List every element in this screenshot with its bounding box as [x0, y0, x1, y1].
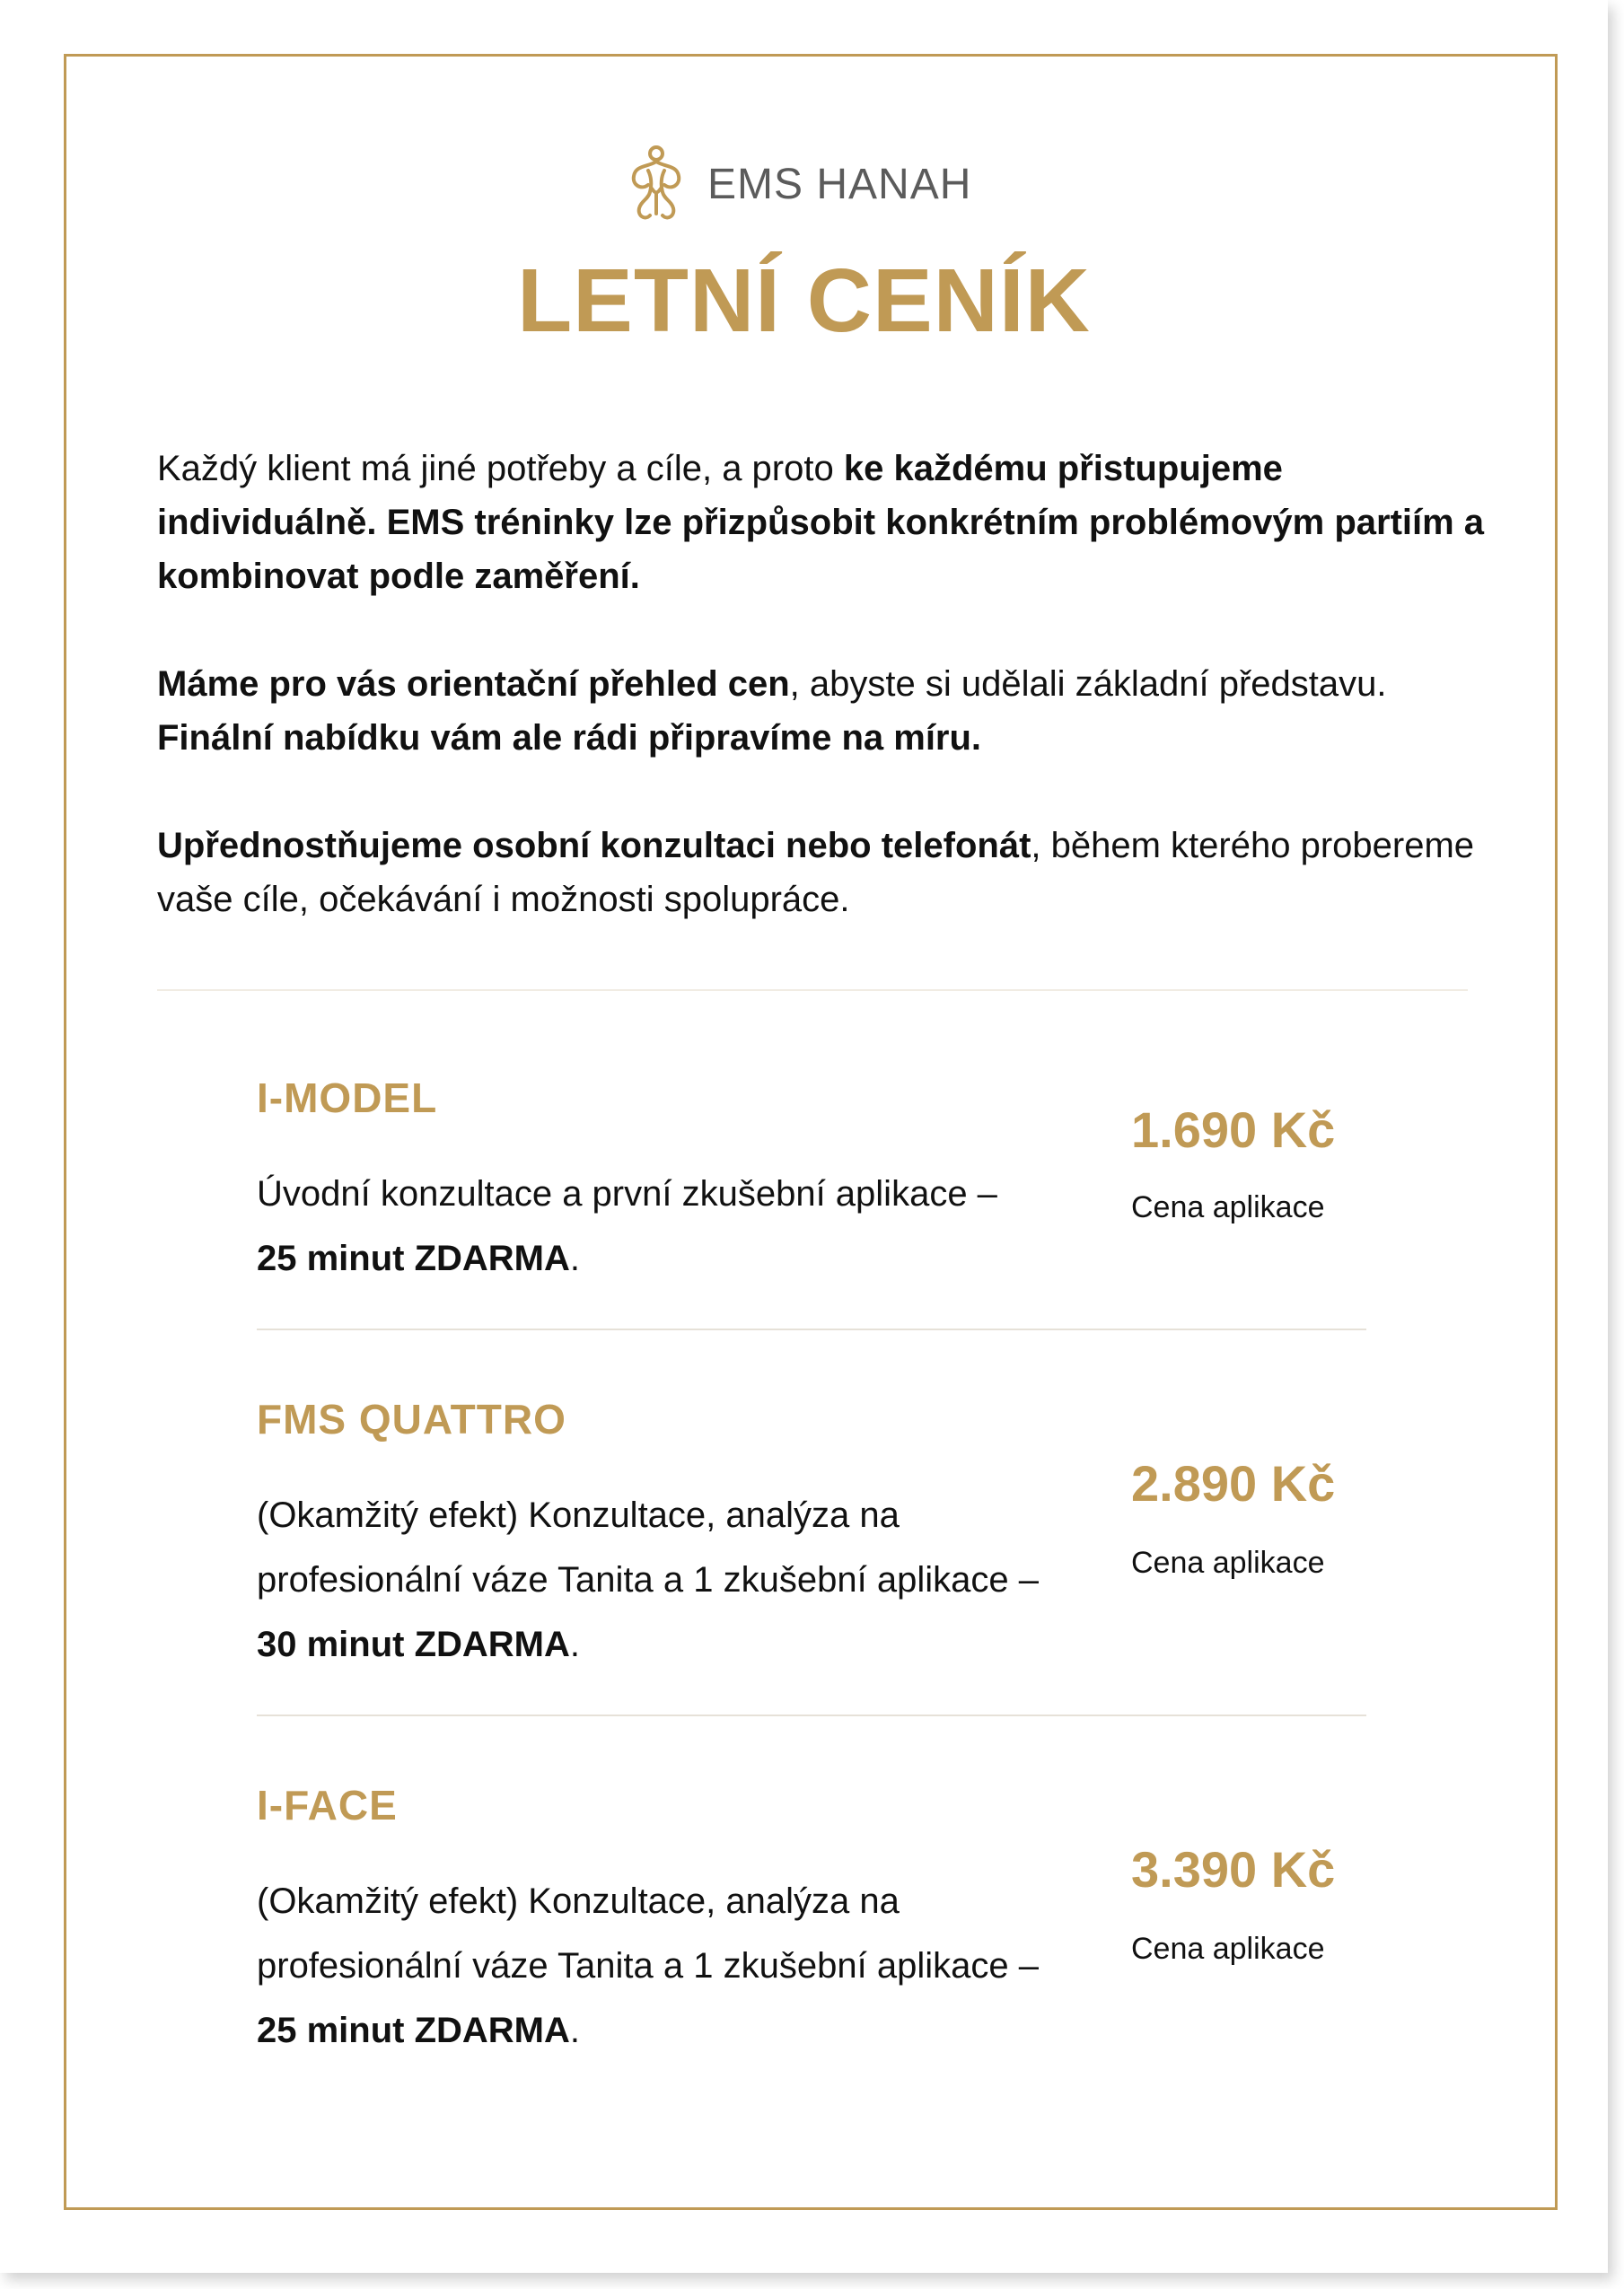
brand-name: EMS HANAH	[707, 160, 972, 208]
package-divider	[257, 1329, 1366, 1330]
page-title: LETNÍ CENÍK	[517, 250, 1091, 351]
package-price-label: Cena aplikace	[1131, 1932, 1325, 1966]
package-price: 2.890 Kč	[1131, 1455, 1336, 1512]
intro-text	[157, 442, 1486, 980]
package-i-model	[257, 1074, 1366, 1307]
ems-hanah-logo-icon	[628, 144, 684, 224]
package-fms-quattro	[257, 1395, 1366, 1682]
package-i-face	[257, 1781, 1366, 2068]
package-description: (Okamžitý efekt) Konzultace, analýza na profesionální váze Tanita a 1 zkušební aplikace – 30 minut ZDARMA.	[257, 1495, 1039, 1664]
intro-paragraph-2: Máme pro vás orientační přehled cen, abyste si udělali základní představu. Finální nabídku vám ale rádi připravíme na míru.	[157, 664, 1387, 758]
intro-paragraph-1: Každý klient má jiné potřeby a cíle, a proto ke každému přistupujeme individuálně. EMS tréninky lze přizpůsobit konkrétním problémovým partiím a kombinovat podle zaměření.	[157, 449, 1485, 596]
package-divider	[257, 1715, 1366, 1716]
divider	[157, 989, 1468, 991]
package-price-label: Cena aplikace	[1131, 1190, 1325, 1224]
package-name: FMS QUATTRO	[257, 1396, 566, 1443]
package-name: I-FACE	[257, 1782, 398, 1829]
intro-paragraph-3: Upřednostňujeme osobní konzultaci nebo telefonát, během kterého probereme vaše cíle, očekávání i možnosti spolupráce.	[157, 826, 1475, 919]
package-price: 3.390 Kč	[1131, 1841, 1336, 1898]
package-name: I-MODEL	[257, 1074, 438, 1121]
package-price: 1.690 Kč	[1131, 1101, 1336, 1158]
package-price-label: Cena aplikace	[1131, 1546, 1325, 1580]
package-description: Úvodní konzultace a první zkušební aplikace – 25 minut ZDARMA.	[257, 1174, 997, 1278]
brand-logo	[628, 144, 971, 224]
package-description: (Okamžitý efekt) Konzultace, analýza na profesionální váze Tanita a 1 zkušební aplikace – 25 minut ZDARMA.	[257, 1881, 1039, 2050]
